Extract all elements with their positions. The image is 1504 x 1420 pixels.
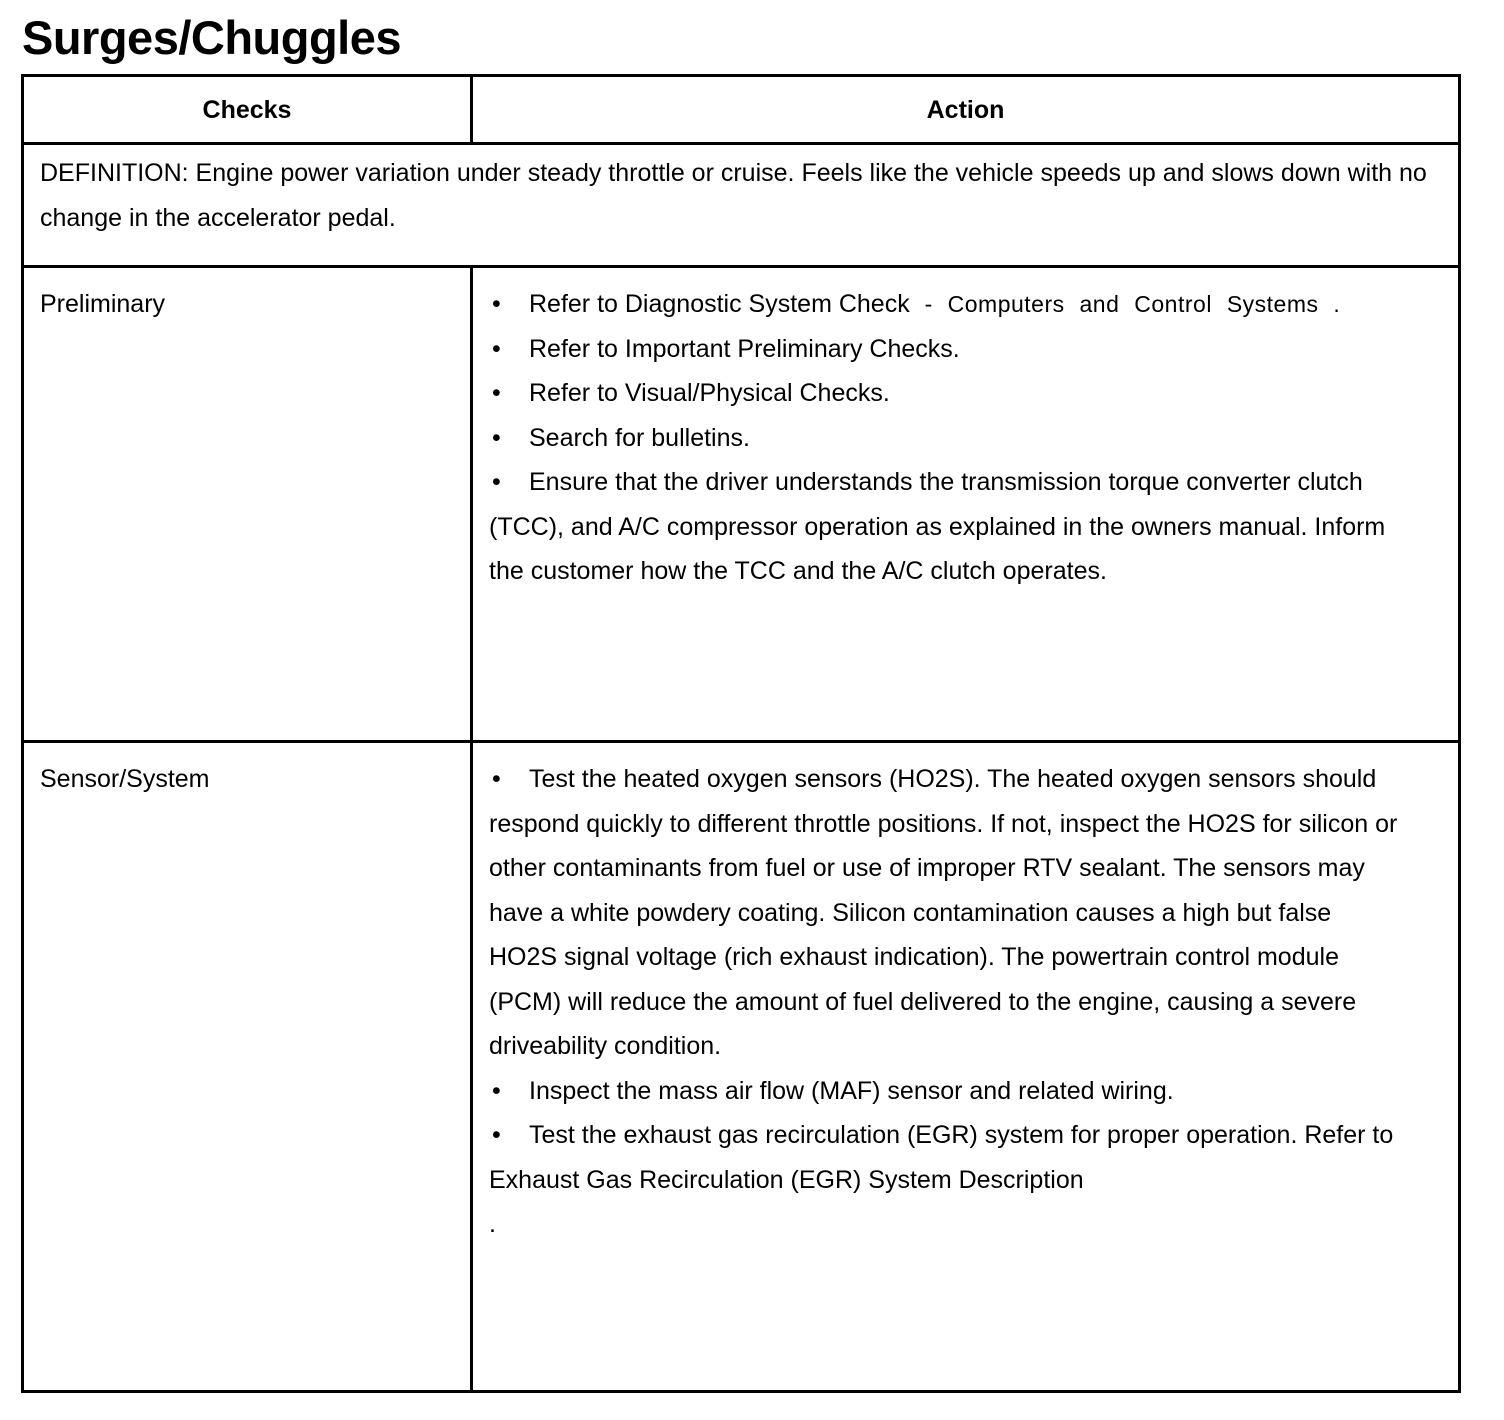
- action-reference: - Computers and Control Systems .: [909, 291, 1341, 317]
- check-label-preliminary: Preliminary: [23, 267, 472, 742]
- bullet: •: [492, 468, 501, 496]
- action-text: Test the heated oxygen sensors (HO2S). The heated oxygen sensors should respond quickly to different throttle positions. If not, inspect the HO2S for silicon or other contaminants from fuel or use of improper RTV sealant. The sensors may have a white powdery coating. Silicon contamination causes a high but false HO2S signal voltage (rich exhaust indication). The powertrain control module (PCM) will reduce the amount of fuel delivered to the engine, causing a severe driveability condition.: [489, 765, 1398, 1060]
- action-item: [489, 282, 1398, 327]
- action-column-header: Action: [472, 76, 1460, 144]
- action-text: Refer to Diagnostic System Check: [529, 290, 910, 318]
- definition-text: DEFINITION: Engine power variation under steady throttle or cruise. Feels like the vehicle speeds up and slows down with no change in the accelerator pedal.: [23, 144, 1460, 267]
- action-item: [489, 1113, 1398, 1202]
- action-item: [489, 416, 1398, 461]
- action-list-sensor-system: [472, 742, 1460, 1392]
- bullet: •: [492, 1076, 501, 1105]
- action-text: Search for bulletins.: [529, 423, 750, 452]
- action-item: [489, 371, 1398, 416]
- action-item: [489, 327, 1398, 372]
- action-item: [489, 757, 1398, 1069]
- page-title: Surges/Chuggles: [22, 11, 402, 64]
- action-text: Ensure that the driver understands the transmission torque converter clutch (TCC), and A/C compressor operation as explained in the owners manual. Inform the customer how the TCC and the A/C clutch operates.: [489, 468, 1386, 585]
- diagnostic-table: [21, 74, 1461, 1393]
- bullet: •: [492, 290, 501, 318]
- action-text: Inspect the mass air flow (MAF) sensor and related wiring.: [529, 1076, 1174, 1105]
- bullet: •: [492, 1121, 501, 1149]
- action-item: [489, 1069, 1398, 1114]
- table-row: [23, 267, 1460, 742]
- bullet: •: [492, 423, 501, 452]
- bullet: •: [492, 379, 501, 407]
- action-item: [489, 460, 1398, 594]
- bullet: •: [492, 765, 501, 793]
- check-label-sensor-system: Sensor/System: [23, 742, 472, 1392]
- action-trailing-period: .: [489, 1210, 496, 1238]
- action-text: Refer to Visual/Physical Checks.: [529, 379, 890, 407]
- action-list-preliminary: [472, 267, 1460, 742]
- action-text: Test the exhaust gas recirculation (EGR) system for proper operation. Refer to Exhaust Gas Recirculation (EGR) System Description: [489, 1121, 1394, 1194]
- definition-row: [23, 144, 1460, 267]
- bullet: •: [492, 334, 501, 363]
- table-header-row: [23, 76, 1460, 144]
- table-row: [23, 742, 1460, 1392]
- checks-column-header: Checks: [23, 76, 472, 144]
- action-text: Refer to Important Preliminary Checks.: [529, 334, 960, 363]
